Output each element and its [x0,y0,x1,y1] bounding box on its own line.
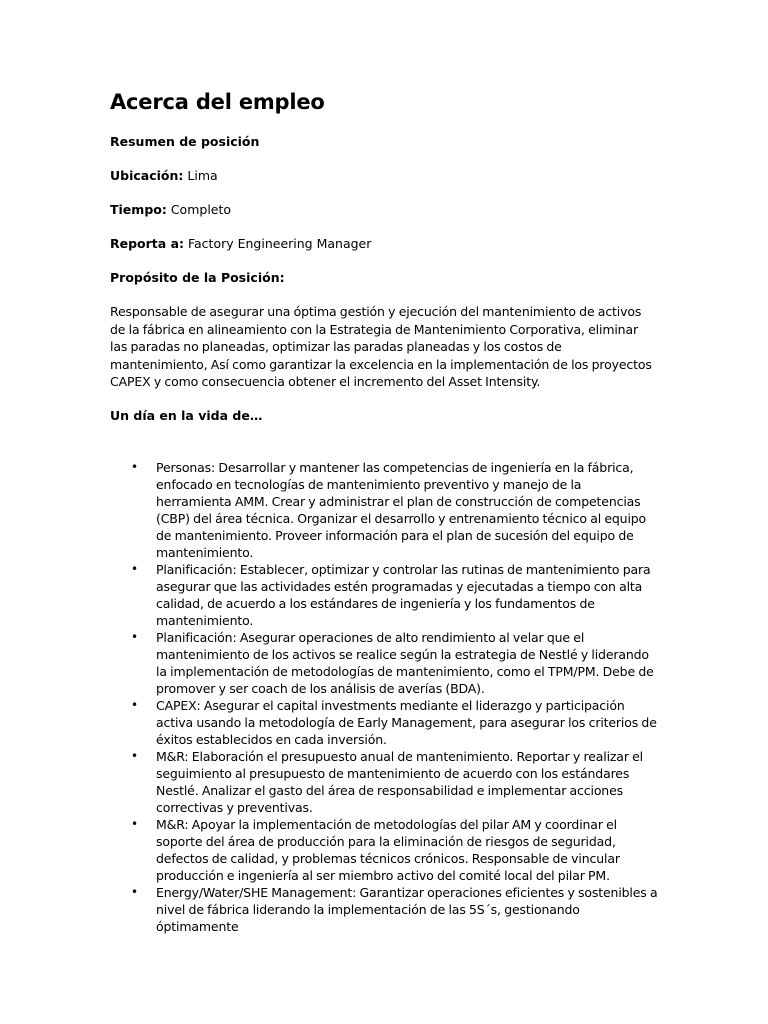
list-item-text: M&R: Elaboración el presupuesto anual de mantenimiento. Reportar y realizar el seguimiento al presupuesto de mantenimiento de acuerdo con los estándares Nestlé. Analizar el gasto del área de responsabilidad e implementar acciones correctivas y preventivas. [156,748,643,815]
field-label: Tiempo: [110,202,167,217]
bullet-icon: • [131,561,138,576]
list-item-text: CAPEX: Asegurar el capital investments mediante el liderazgo y participación activa usando la metodología de Early Management, para asegurar los criterios de éxitos establecidos en cada inversión. [156,697,657,747]
list-item-text: Personas: Desarrollar y mantener las competencias de ingeniería en la fábrica, enfocado en tecnologías de mantenimiento preventivo y manejo de la herramienta AMM. Crear y administrar el plan de construcción de competencias (CBP) del área técnica. Organizar el desarrollo y entrenamiento técnico al equipo de mantenimiento. Proveer información para el plan de sucesión del equipo de mantenimiento. [156,459,647,560]
list-item [110,459,658,561]
purpose-paragraph: Responsable de asegurar una óptima gestión y ejecución del mantenimiento de activos de la fábrica en alineamiento con la Estrategia de Mantenimiento Corporativa, eliminar las paradas no planeadas, optimizar las paradas planeadas y los costos de mantenimiento, Así como garantizar la excelencia en la implementación de los proyectos CAPEX y como consecuencia obtener el incremento del Asset Intensity. [110,304,652,389]
field-value: Lima [183,168,218,183]
field-reports-to [110,236,658,252]
list-item-text: M&R: Apoyar la implementación de metodologías del pilar AM y coordinar el soporte del área de producción para la eliminación de riesgos de seguridad, defectos de calidad, y problemas técnicos crónicos. Responsable de vincular producción e ingeniería al ser miembro activo del comité local del pilar PM. [156,816,620,883]
list-item [110,561,658,629]
bullet-icon: • [131,816,138,831]
list-item-text: Planificación: Asegurar operaciones de alto rendimiento al velar que el mantenimiento de los activos se realice según la estrategia de Nestlé y liderando la implementación de metodologías de mantenimiento, como el TPM/PM. Debe de promover y ser coach de los análisis de averías (BDA). [156,629,654,696]
document-content [110,88,658,935]
day-in-life-heading: Un día en la vida de… [110,407,263,423]
bullet-icon: • [131,697,138,712]
list-item [110,697,658,748]
list-item [110,629,658,697]
purpose-heading: Propósito de la Posición: [110,270,285,285]
list-item-text: Planificación: Establecer, optimizar y controlar las rutinas de mantenimiento para asegurar que las actividades estén programadas y ejecutadas a tiempo con alta calidad, de acuerdo a los estándares de ingeniería y los fundamentos de mantenimiento. [156,561,651,628]
list-item [110,748,658,816]
field-value: Factory Engineering Manager [184,236,372,251]
page-title: Acerca del empleo [110,90,325,114]
list-item [110,884,658,935]
field-value: Completo [166,202,232,217]
bullet-icon: • [131,884,138,899]
bullet-icon: • [131,459,138,474]
bullet-icon: • [131,629,138,644]
field-location [110,168,658,184]
bullet-icon: • [131,748,138,763]
field-time [110,202,658,218]
field-label: Ubicación: [110,168,184,183]
list-item-text: Energy/Water/SHE Management: Garantizar operaciones eficientes y sostenibles a nivel de fábrica liderando la implementación de las 5S´s, gestionando óptimamente [156,884,658,934]
summary-heading: Resumen de posición [110,134,260,149]
list-item [110,816,658,884]
field-label: Reporta a: [110,236,184,251]
responsibilities-list [110,459,658,935]
